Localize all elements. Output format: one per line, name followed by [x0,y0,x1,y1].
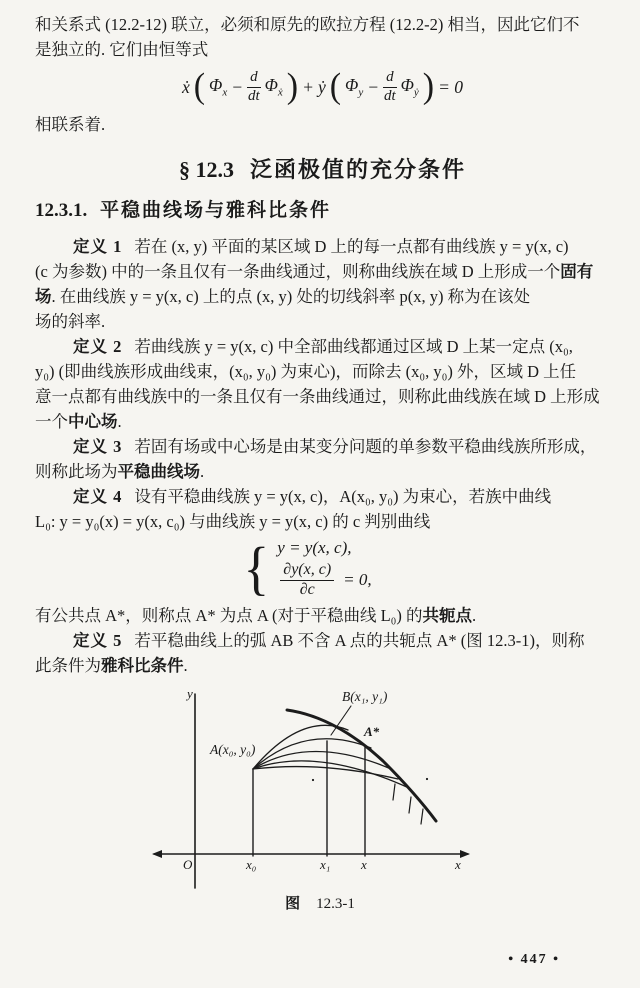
eq-lparen-2: ( [329,67,342,106]
eq-lparen-1: ( [193,67,206,106]
intro-line-1: 和关系式 (12.2-12) 联立，必须和原先的欧拉方程 (12.2-2) 相当，因此它们不 [35,15,580,34]
definition-2: 定义 2 若曲线族 y = y(x, c) 中全部曲线都通过区域 D 上某一定点 (x₀, y₀) (即曲线族形成曲线束，(x₀, y₀) 为束心)，而除去 (x₀, y₀) 外，区域 D 上任 意一点都有曲线族中的一条且仅有一条曲线通过，则称此曲线族在域 D 上形成 一个中心场. [35,337,600,431]
section-heading [35,153,610,183]
eq-ddt-2: $\frac{d}{dt}$ [383,68,396,104]
subsection-heading [35,195,610,221]
system-row-1: y = y(x, c), [277,538,352,557]
intro-line-2: 是独立的. 它们由恒等式 [35,40,209,59]
eq-phi-y: $\Phi_y$ [345,75,364,99]
x1-tick-label: x₁ [320,856,331,872]
point-a-label: A(x₀, y₀) [210,741,256,757]
definition-1-label: 定义 1 [73,237,123,256]
x-axis-left-arrow [152,850,162,858]
scan-speck-2 [426,777,428,779]
intro-paragraph [35,12,610,62]
eq-rparen-1: ) [286,67,299,106]
eq-phi-xdot: $\Phi_ẋ$ [264,75,283,99]
y-axis-label: y [187,685,193,701]
x-mid-tick-label: x [361,856,367,872]
eq-phi-ydot: $\Phi_ẏ$ [400,75,419,99]
envelope-hatch-1 [393,784,395,800]
envelope-hatch-2 [409,797,411,813]
eq-minus-2: − [367,76,380,97]
a-star-label: A* [364,723,380,739]
eq-plus: + [302,76,314,97]
eq-phi-x: $\Phi_x$ [209,75,228,99]
envelope-curve [287,710,436,821]
eq-ydot: ẏ [317,76,326,97]
envelope-hatch-3 [421,809,423,824]
subsection-title: 平稳曲线场与雅科比条件 [100,200,332,221]
definition-3-label: 定义 3 [73,437,123,456]
identity-equation [35,64,610,110]
section-number: § 12.3 [178,157,234,182]
system-row-2: $\frac{\partial y(x, c)}{\partial c}$ = 0, [277,562,371,599]
definition-2-label: 定义 2 [73,337,123,356]
figure-caption [150,893,490,915]
term-guyouchang: 固有 [560,262,594,281]
definition-1: 定义 1 若在 (x, y) 平面的某区域 D 上的每一点都有曲线族 y = y(x, c) (c 为参数) 中的一条且仅有一条曲线通过，则称曲线族在域 D 上形成一个固有 场. 在曲线族 y = y(x, c) 上的点 (x, y) 处的切线斜率 p(x, y) 称为在该处 场的斜率. [35,237,594,331]
system-brace: { [243,535,270,602]
intro-closing-line: 相联系着. [35,115,106,134]
eq-rparen-2: ) [422,67,435,106]
term-yakebi-tiaojian: 雅科比条件 [101,655,184,675]
scan-speck-1 [312,778,314,780]
definition-5-label: 定义 5 [73,630,123,650]
eq-ddt-1: $\frac{d}{dt}$ [247,68,260,104]
definition-4: 定义 4 设有平稳曲线族 y = y(x, c)，A(x₀, y₀) 为束心，若族中曲线 L₀: y = y₀(x) = y(x, c₀) 与曲线族 y = y(x, c) 的 c 判别曲线 [35,487,552,531]
definition-3: 定义 3 若固有场或中心场是由某变分问题的单参数平稳曲线族所形成， 则称此场为平稳曲线场. [35,437,597,481]
x0-tick-label: x₀ [246,856,257,872]
conjugate-point-line: 有公共点 A*，则称点 A* 为点 A (对于平稳曲线 L₀) 的共轭点. [35,605,477,625]
fan-curve-5 [253,766,398,778]
figure-caption-label: 图 [285,895,301,912]
figure-12-3-1 [150,684,490,915]
term-zhongxinchang: 中心场 [68,412,118,431]
definition-5: 定义 5 若平稳曲线上的弧 AB 不含 A 点的共轭点 A* (图 12.3-1)，则称 此条件为雅科比条件. [35,630,585,675]
subsection-number: 12.3.1. [35,200,88,221]
eq-xdot: ẋ [181,76,190,97]
definition-4-label: 定义 4 [73,487,123,506]
term-pingwenquxianchang: 平稳曲线场 [117,462,200,481]
eq-minus-1: − [231,76,244,97]
term-gongedian: 共轭点 [422,605,473,625]
discriminant-system-equation [5,535,610,602]
x-axis-right-arrow [460,850,470,858]
x-axis-label: x [455,856,461,872]
eq-rhs: = 0 [438,76,464,97]
figure-caption-number: 12.3-1 [316,895,355,912]
point-b-label: B(x₁, y₁) [342,688,388,704]
figure-canvas [150,684,490,891]
origin-label: O [183,856,193,872]
page-number: • 447 • [508,952,560,967]
section-title: 泛函极值的充分条件 [249,157,466,182]
